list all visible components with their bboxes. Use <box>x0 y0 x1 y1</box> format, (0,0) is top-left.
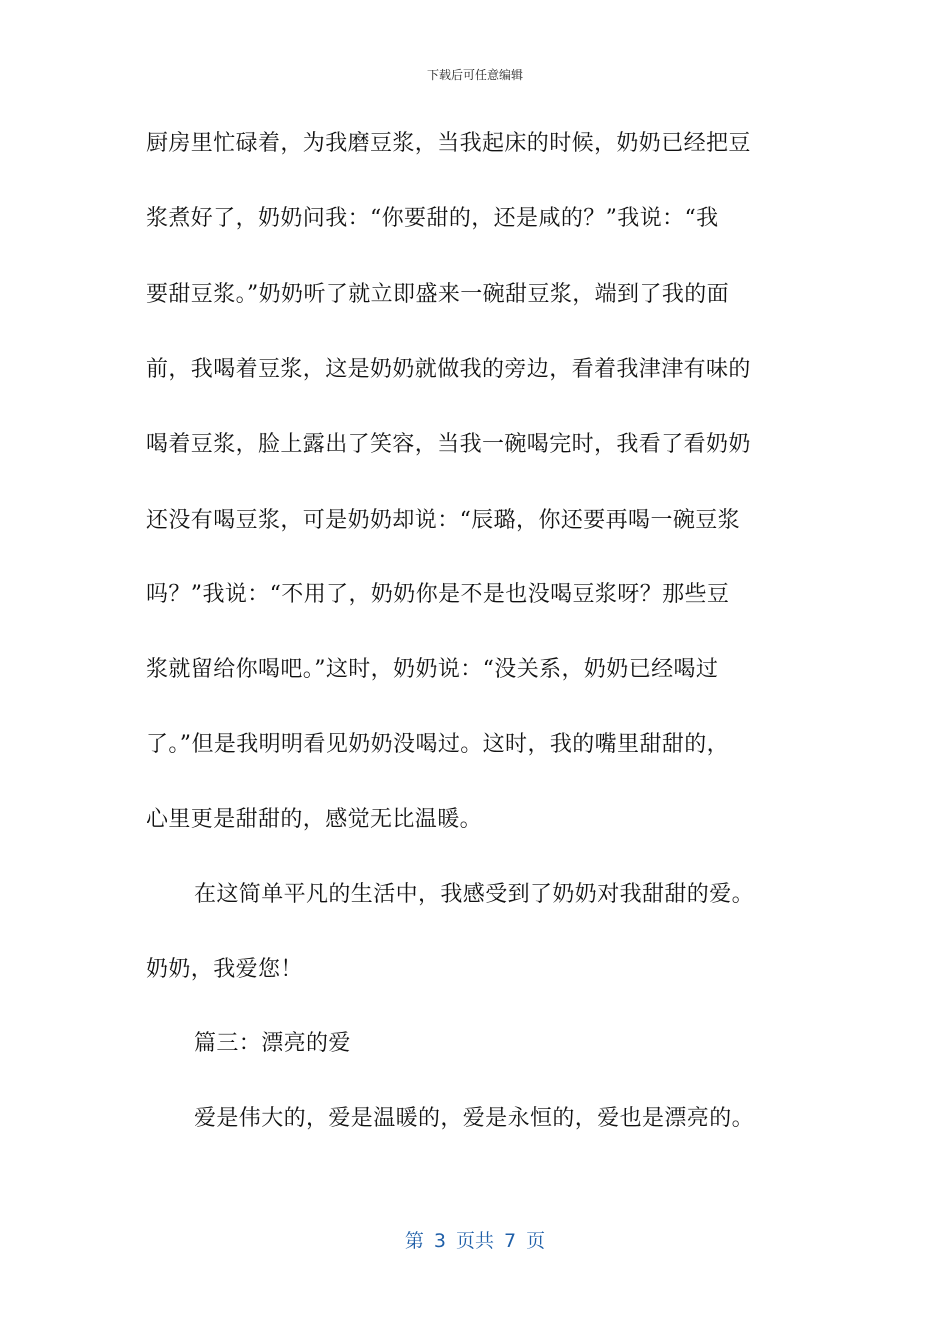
paragraph-line: 浆煮好了，奶奶问我：“你要甜的，还是咸的？”我说：“我 <box>146 206 719 231</box>
paragraph-line: 吗？”我说：“不用了，奶奶你是不是也没喝豆浆呀？那些豆 <box>146 582 730 607</box>
paragraph-line: 前，我喝着豆浆，这是奶奶就做我的旁边，看着我津津有味的 <box>146 357 751 382</box>
paragraph-line: 厨房里忙碌着，为我磨豆浆，当我起床的时候，奶奶已经把豆 <box>146 131 751 156</box>
paragraph-line: 还没有喝豆浆，可是奶奶却说：“辰璐，你还要再喝一碗豆浆 <box>146 508 741 533</box>
paragraph-line-indented: 在这简单平凡的生活中，我感受到了奶奶对我甜甜的爱。 <box>194 882 755 907</box>
section-heading: 篇三：漂亮的爱 <box>194 1031 351 1056</box>
paragraph-line-indented: 爱是伟大的，爱是温暖的，爱是永恒的，爱也是漂亮的。 <box>194 1106 755 1131</box>
paragraph-line: 浆就留给你喝吧。”这时，奶奶说：“没关系，奶奶已经喝过 <box>146 657 719 682</box>
page-header: 下载后可任意编辑 <box>426 68 523 82</box>
paragraph-line: 奶奶，我爱您！ <box>146 957 303 982</box>
page-footer: 第 3 页共 7 页 <box>404 1230 546 1252</box>
paragraph-line: 心里更是甜甜的，感觉无比温暖。 <box>146 807 483 832</box>
paragraph-line: 了。”但是我明明看见奶奶没喝过。这时，我的嘴里甜甜的， <box>146 732 730 757</box>
paragraph-line: 要甜豆浆。”奶奶听了就立即盛来一碗甜豆浆，端到了我的面 <box>146 282 730 307</box>
paragraph-line: 喝着豆浆，脸上露出了笑容，当我一碗喝完时，我看了看奶奶 <box>146 432 751 457</box>
